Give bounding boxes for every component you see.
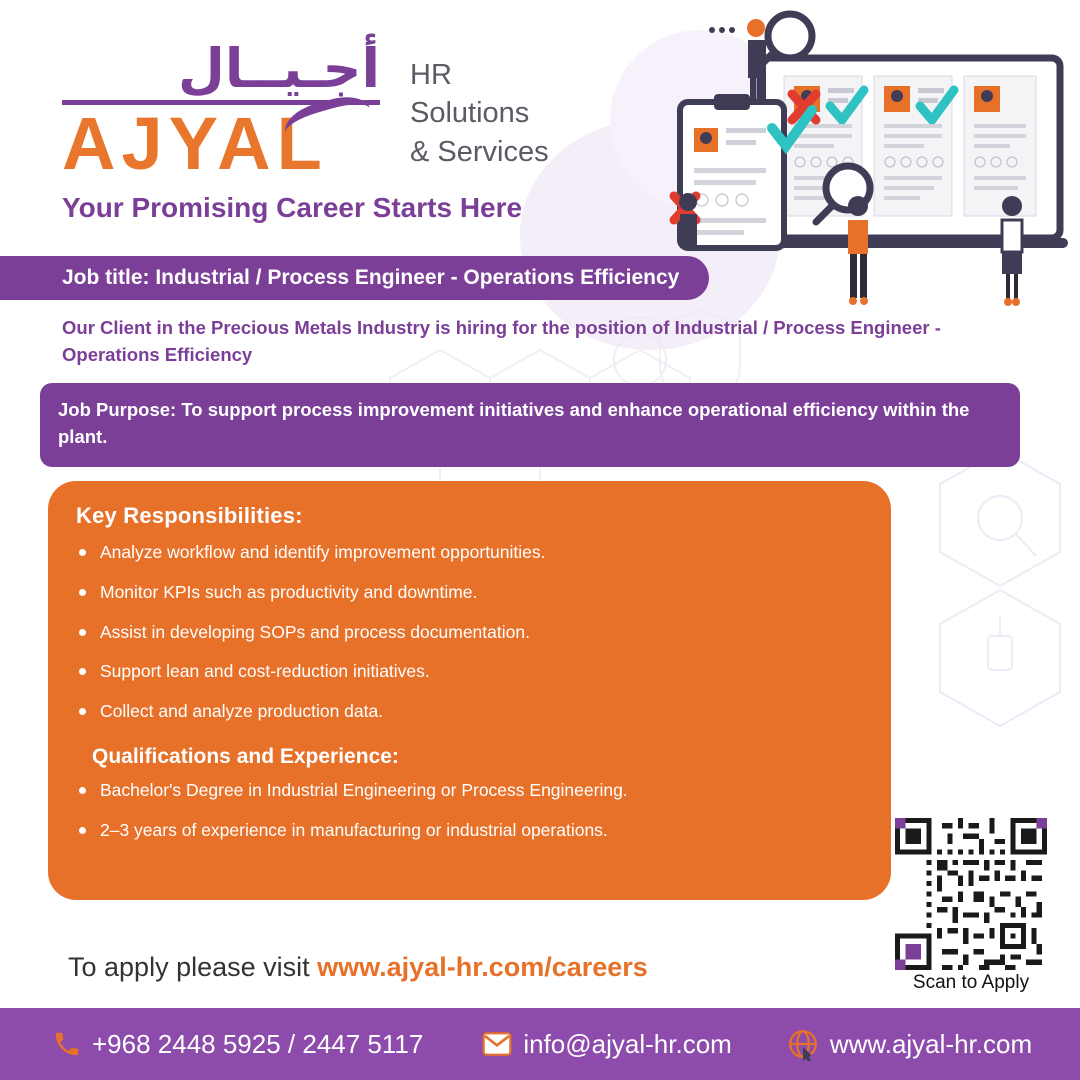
logo-latin-text [62,102,380,185]
list-item: Assist in developing SOPs and process documentation. [76,621,863,644]
qr-code-block[interactable] [895,818,1047,994]
logo [62,37,380,185]
footer-website[interactable] [786,1027,1032,1061]
list-item: 2–3 years of experience in manufacturing or industrial operations. [76,819,863,842]
logo-subtitle-line-1: HR [410,59,452,91]
footer-email[interactable] [481,1028,731,1060]
apply-instruction [68,952,648,983]
logo-subtitle-line-3: & Services [410,135,549,168]
responsibilities-list [76,541,863,723]
qualifications-list [76,779,863,842]
hex-pattern-decoration [900,440,1080,740]
footer-phone[interactable] [52,1029,423,1060]
qualifications-heading: Qualifications and Experience: [92,744,399,768]
logo-subtitle [410,56,549,171]
responsibilities-card [48,481,891,900]
logo-subtitle-line-2: Solutions [410,97,530,130]
apply-prefix: To apply please visit [68,952,310,982]
contact-footer [0,1008,1080,1080]
list-item: Monitor KPIs such as productivity and downtime. [76,581,863,604]
qr-caption: Scan to Apply [912,972,1030,993]
phone-icon [52,1029,82,1059]
job-title-banner: Job title: Industrial / Process Engineer - Operations Efficiency [0,256,709,300]
responsibilities-heading: Key Responsibilities: [76,503,303,528]
job-purpose-box: Job Purpose: To support process improvement initiatives and enhance operational efficiency within the plant. [40,383,1020,467]
footer-phone-text: +968 2448 5925 / 2447 5117 [92,1028,424,1059]
footer-email-text: info@ajyal-hr.com [523,1028,732,1059]
list-item: Bachelor's Degree in Industrial Engineering or Process Engineering. [76,779,863,802]
logo-latin-label: AJYAL [62,102,328,185]
poster-header [0,0,1080,250]
careers-url-link[interactable]: www.ajyal-hr.com/careers [317,952,648,982]
globe-icon [786,1027,820,1061]
email-icon [481,1028,513,1060]
footer-website-text: www.ajyal-hr.com [829,1028,1033,1059]
qr-code-image[interactable] [895,818,1047,970]
logo-arabic-text: أجـيــال [178,37,380,100]
list-item: Analyze workflow and identify improvement opportunities. [76,541,863,564]
list-item: Collect and analyze production data. [76,700,863,723]
client-description: Our Client in the Precious Metals Industry is hiring for the position of Industrial / Process Engineer - Operations Efficiency [62,317,941,365]
list-item: Support lean and cost-reduction initiatives. [76,660,863,683]
company-slogan: Your Promising Career Starts Here [62,192,523,223]
